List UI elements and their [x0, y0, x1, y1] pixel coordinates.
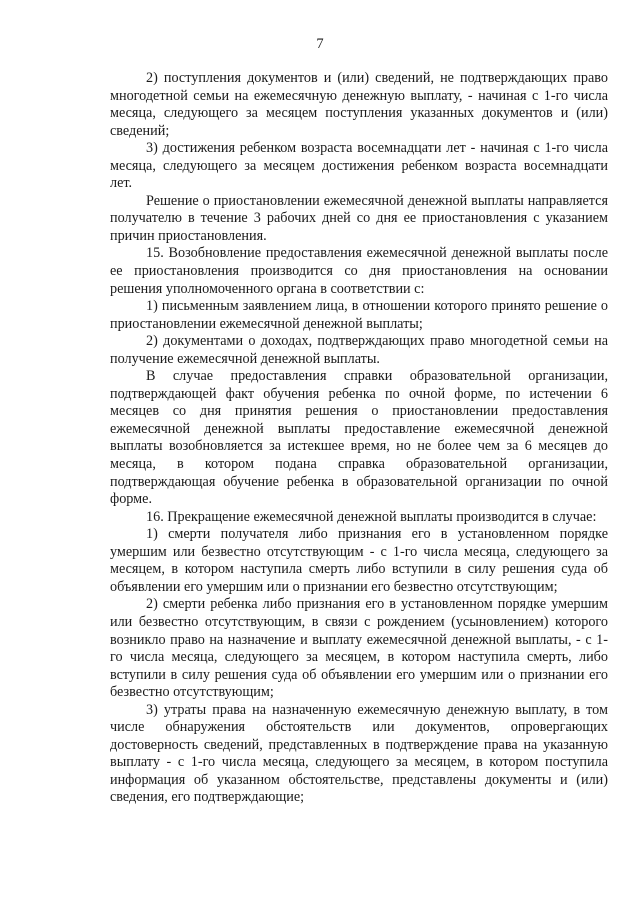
paragraph-recipient-death: 1) смерти получателя либо признания его в установленном порядке умершим или безвестно отсутствующим - с 1-го числа месяца, следующего за месяцем, в котором наступила смерть либо вступили в силу решения суда об объявлении его умершим или о признании его безвестно отсутствующим; [110, 526, 608, 595]
paragraph-school-certificate: В случае предоставления справки образовательной организации, подтверждающей факт обучения ребенка по очной форме, по истечении 6 месяцев со дня принятия решения о приостановлении предоставления ежемесячной денежной выплаты предоставление ежемесячной денежной выплаты возобновляется за истекшее время, но не более чем за 6 месяцев до месяца, в котором подана справка образовательной организации, подтверждающая обучение ребенка в образовательной организации по очной форме. [110, 368, 608, 508]
page-number: 7 [316, 36, 324, 52]
document-body [110, 70, 608, 807]
paragraph-income-documents: 2) поступления документов и (или) сведений, не подтверждающих право многодетной семьи на ежемесячную денежную выплату, - начиная с 1-го числа месяца, следующего за месяцем поступления указанных документов и (или) сведений; [110, 70, 608, 139]
paragraph-section-16: 16. Прекращение ежемесячной денежной выплаты производится в случае: [146, 508, 597, 525]
paragraph-section-15: 15. Возобновление предоставления ежемесячной денежной выплаты после ее приостановления производится со дня приостановления на основании решения уполномоченного органа в соответствии с: [110, 245, 608, 297]
paragraph-suspension-notice: Решение о приостановлении ежемесячной денежной выплаты направляется получателю в течение 3 рабочих дней со дня ее приостановления с указанием причин приостановления. [110, 192, 608, 244]
paragraph-loss-of-right: 3) утраты права на назначенную ежемесячную денежную выплату, в том числе обнаружения обстоятельств или документов, опровергающих достоверность сведений, представленных в подтверждение права на указанную выплату - с 1-го числа месяца, следующего за месяцем, в котором поступила информация об указанном обстоятельстве, представлены документы и (или) сведения, его подтверждающие; [110, 701, 608, 806]
paragraph-written-application: 1) письменным заявлением лица, в отношении которого принято решение о приостановлении ежемесячной денежной выплаты; [110, 298, 608, 332]
paragraph-child-death: 2) смерти ребенка либо признания его в установленном порядке умершим или безвестно отсутствующим, в связи с рождением (усыновлением) которого возникло право на назначение и выплату ежемесячной денежной выплаты, - с 1-го числа месяца, следующего за месяцем, в котором наступила смерть, либо вступили в силу решения суда об объявлении его умершим или о признании его безвестно отсутствующим; [110, 596, 608, 701]
paragraph-income-documents-renewal: 2) документами о доходах, подтверждающих право многодетной семьи на получение ежемесячной денежной выплаты. [110, 333, 608, 367]
paragraph-child-age-18: 3) достижения ребенком возраста восемнадцати лет - начиная с 1-го числа месяца, следующего за месяцем достижения ребенком возраста восемнадцати лет. [110, 140, 608, 192]
